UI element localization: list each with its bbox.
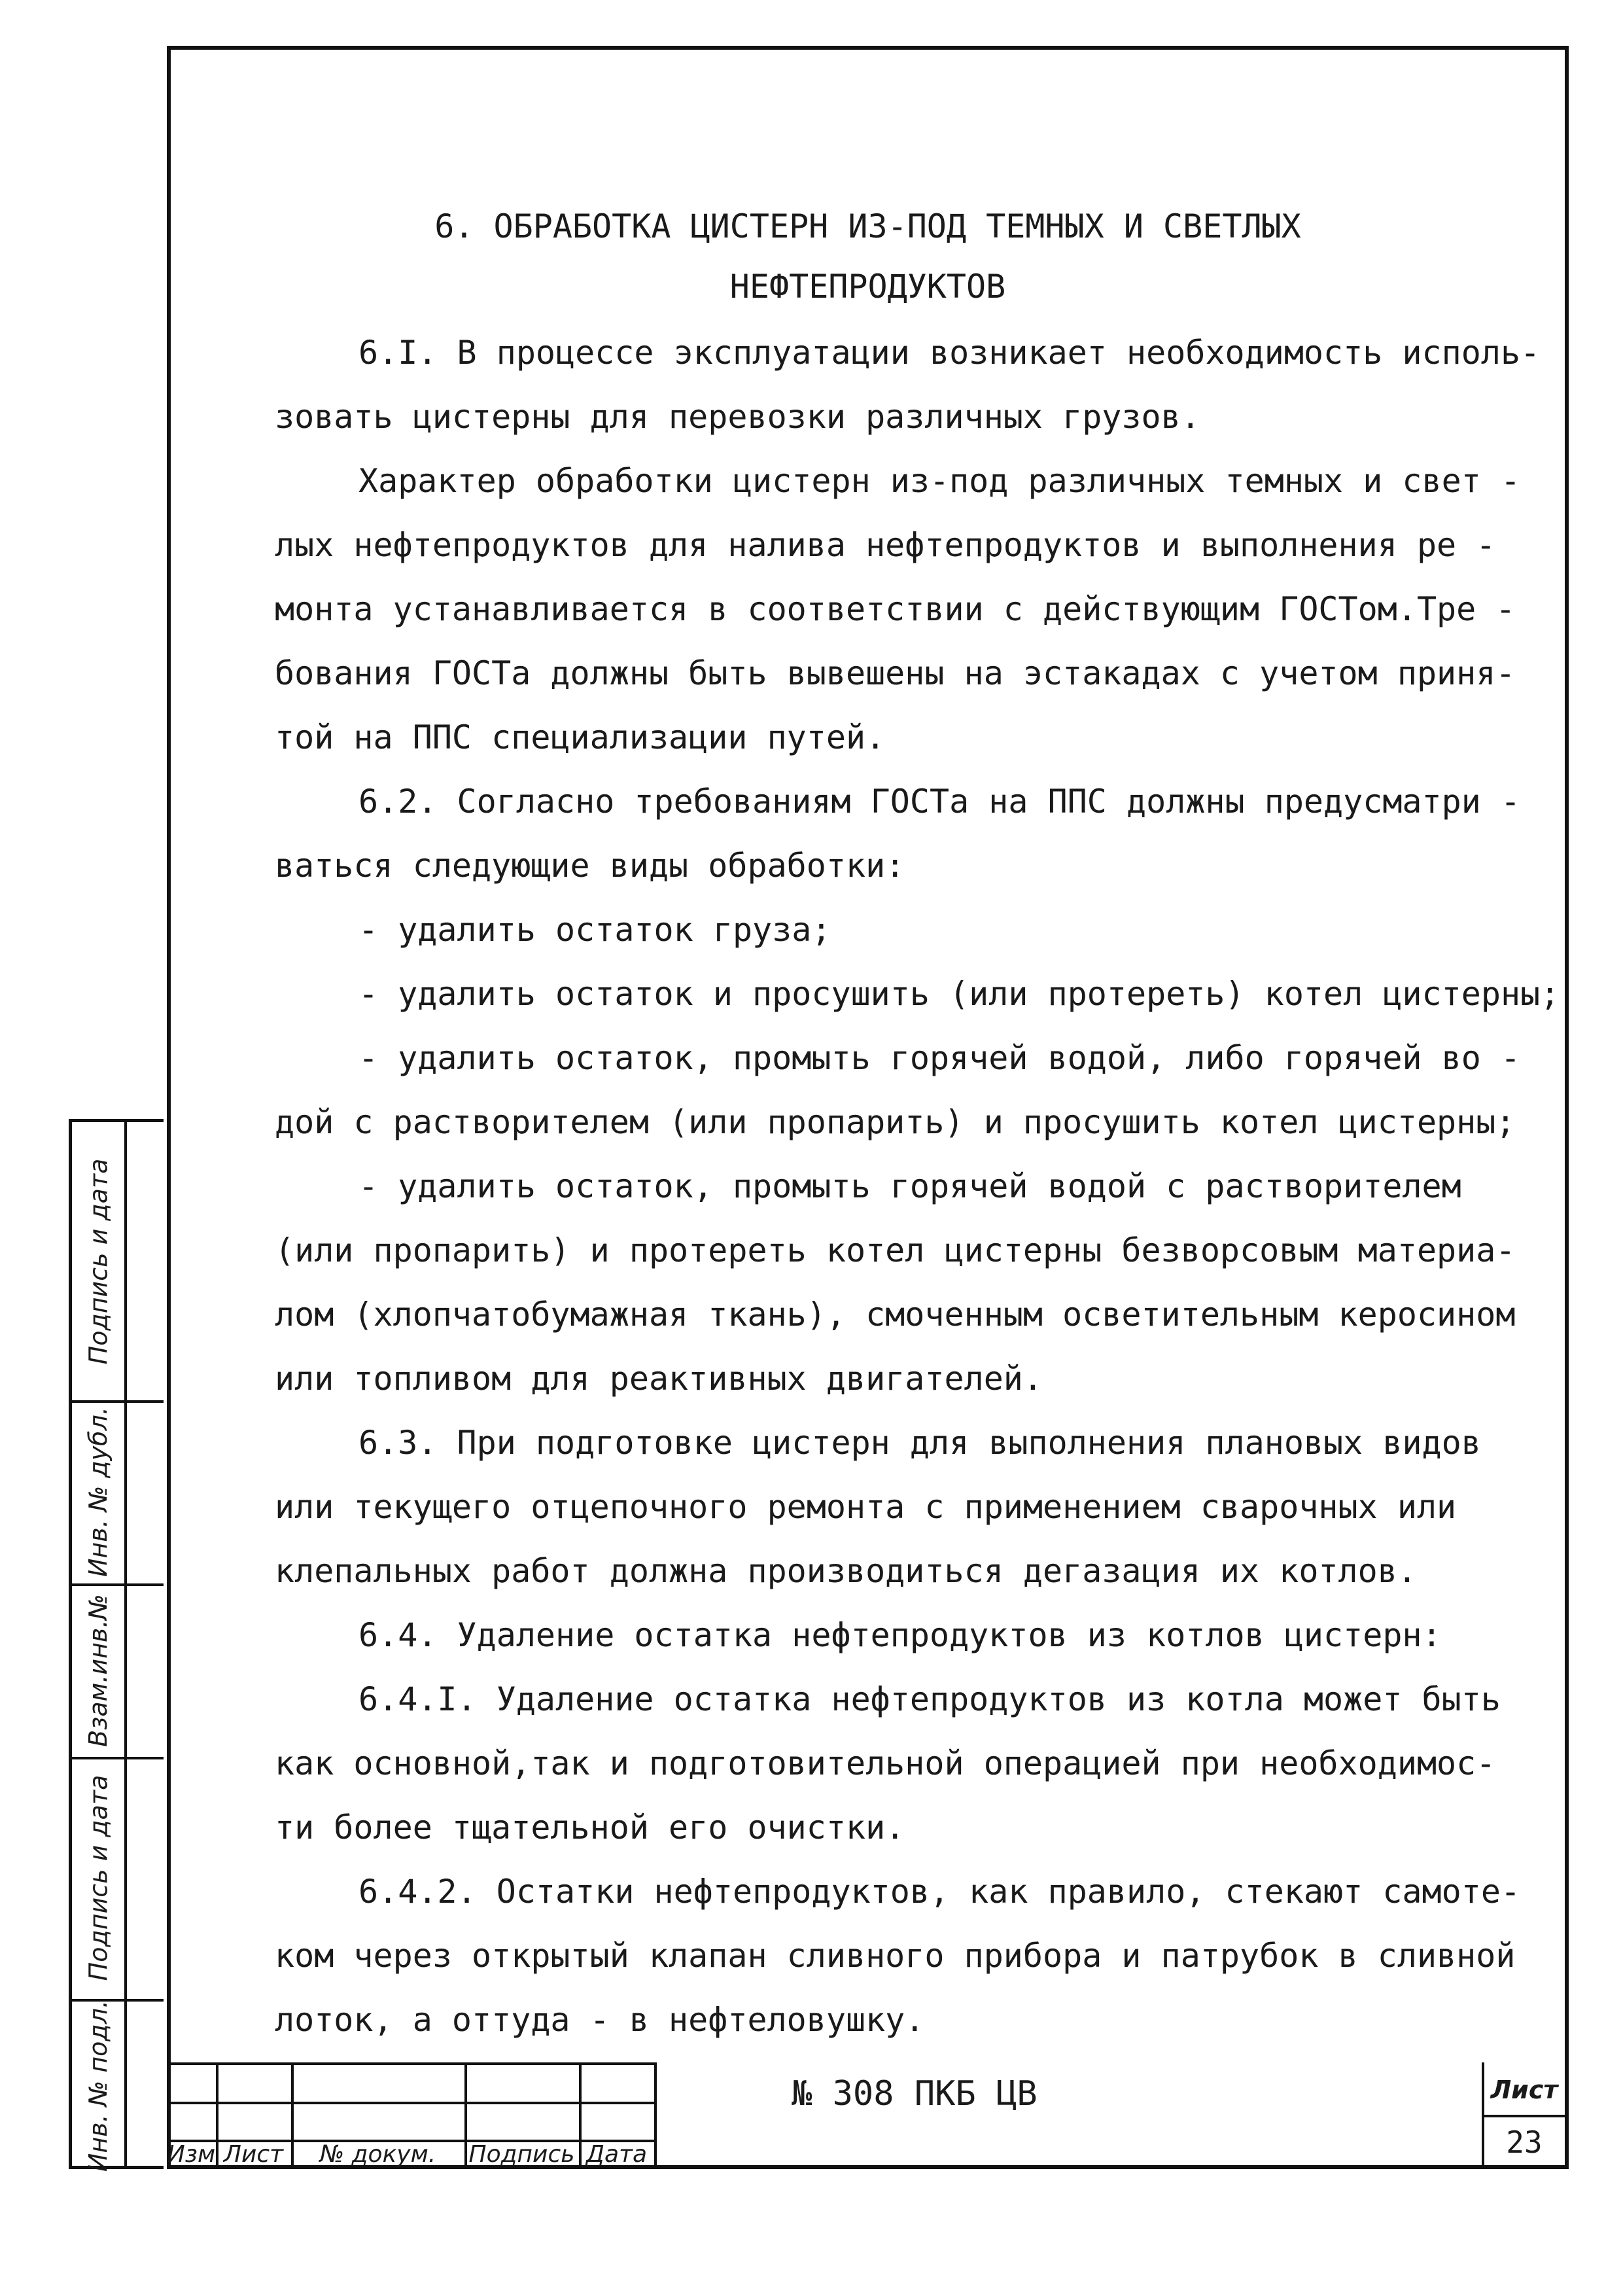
sheet-label: Лист: [1490, 2075, 1558, 2104]
caption-doc-no: № докум.: [319, 2141, 436, 2168]
text-line: 6.4.I. Удаление остатка нефтепродуктов из котла может быть: [358, 1680, 1501, 1718]
stamp-label: Подпись и дата: [84, 1775, 113, 1981]
text-line: ком через открытый клапан сливного прибора и патрубок в сливной: [275, 1937, 1516, 1975]
text-line: 6.4. Удаление остатка нефтепродуктов из котлов цистерн:: [358, 1616, 1442, 1654]
title-line: НЕФТЕПРОДУКТОВ: [729, 268, 1006, 306]
caption-change: Изм: [167, 2141, 216, 2168]
text-line: той на ППС специализации путей.: [275, 718, 886, 756]
text-line: (или пропарить) и протереть котел цистерны безворсовым материа-: [275, 1231, 1516, 1269]
text-line: монта устанавливается в соответствии с действующим ГОСТом.Тре -: [275, 590, 1516, 628]
text-line: лом (хлопчатобумажная ткань), смоченным осветительным керосином: [275, 1296, 1516, 1333]
caption-signature: Подпись: [468, 2141, 575, 2168]
text-line: 6.3. При подготовке цистерн для выполнения плановых видов: [358, 1424, 1481, 1462]
text-line: дой с растворителем (или пропарить) и просушить котел цистерны;: [275, 1103, 1516, 1141]
sheet-number: 23: [1506, 2125, 1543, 2160]
text-line: зовать цистерны для перевозки различных грузов.: [275, 398, 1200, 436]
text-line: ваться следующие виды обработки:: [275, 847, 905, 885]
text-line: 6.4.2. Остатки нефтепродуктов, как правило, стекают самоте-: [358, 1873, 1521, 1911]
text-line: - удалить остаток груза;: [358, 911, 831, 949]
title-line: 6. ОБРАБОТКА ЦИСТЕРН ИЗ-ПОД ТЕМНЫХ И СВЕТЛЫХ: [434, 207, 1301, 245]
text-line: 6.I. В процессе эксплуатации возникает необходимость исполь-: [358, 334, 1541, 372]
document-number: № 308 ПКБ ЦВ: [792, 2074, 1038, 2113]
tb-line: [654, 2062, 657, 2169]
text-line: или текущего отцепочного ремонта с применением сварочных или: [275, 1488, 1457, 1526]
text-line: лоток, а оттуда - в нефтеловушку.: [275, 2001, 925, 2039]
stamp-label: Инв. № подл.: [84, 2000, 113, 2172]
caption-sheet: Лист: [223, 2141, 284, 2168]
text-line: 6.2. Согласно требованиям ГОСТа на ППС должны предусматри -: [358, 783, 1521, 821]
title-block: [167, 2062, 1569, 2169]
caption-date: Дата: [585, 2141, 648, 2168]
text-line: лых нефтепродуктов для налива нефтепродуктов и выполнения ре -: [275, 526, 1496, 564]
body-text: [275, 321, 1560, 2052]
section-title: [167, 196, 1569, 317]
stamp-label: Подпись и дата: [84, 1158, 113, 1364]
side-stamp: [69, 1119, 164, 2172]
stamp-label: Инв. № дубл.: [84, 1407, 113, 1577]
text-line: бования ГОСТа должны быть вывешены на эстакадах с учетом приня-: [275, 654, 1516, 692]
stamp-label: Взам.инв.№: [84, 1593, 113, 1747]
text-line: - удалить остаток, промыть горячей водой с растворителем: [358, 1167, 1461, 1205]
text-line: - удалить остаток, промыть горячей водой, либо горячей во -: [358, 1039, 1521, 1077]
tb-line: [1482, 2115, 1569, 2117]
text-line: или топливом для реактивных двигателей.: [275, 1360, 1043, 1398]
text-line: ти более тщательной его очистки.: [275, 1809, 905, 1846]
text-line: Характер обработки цистерн из-под различных темных и свет -: [358, 462, 1521, 500]
text-line: как основной,так и подготовительной операцией при необходимос-: [275, 1744, 1496, 1782]
text-line: - удалить остаток и просушить (или протереть) котел цистерны;: [358, 975, 1560, 1013]
text-line: клепальных работ должна производиться дегазация их котлов.: [275, 1552, 1417, 1590]
stamp-divider: [124, 1122, 127, 2166]
